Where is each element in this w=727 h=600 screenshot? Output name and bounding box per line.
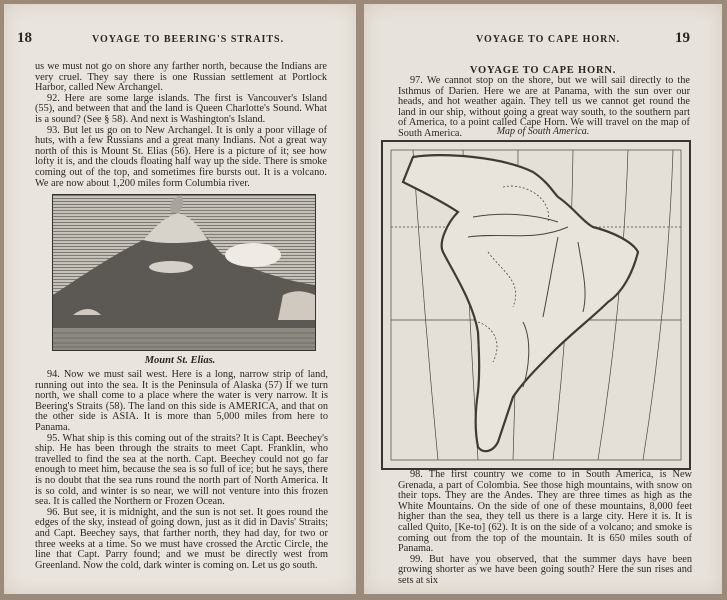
page-number: 19 <box>675 30 690 46</box>
south-america-map <box>381 140 691 470</box>
map-title: Map of South America. <box>496 126 590 137</box>
left-page <box>4 4 356 594</box>
paragraph-99: 99. But have you observed, that the summer days have been growing shorter as we have been going south? Here the sun rises and sets at six <box>398 553 692 586</box>
right-page <box>364 4 722 594</box>
paragraph-95: 95. What ship is this coming out of the straits? It is Capt. Beechey's ship. He has been through the straits to meet Capt. Franklin, who travelled to find the sea at the north. Capt. Beechey could not go far enough to meet him, because the sea is so full of ice; but he says, there is no doubt that the sea runs round the north part of North America. It is so cold, and winter is so near, we will not venture into this frozen sea. It is called the Northern or Frozen Ocean. <box>35 432 328 508</box>
paragraph: us we must not go on shore any farther north, because the Indians are very cruel. They say there is one Russian settlement at Portlock Harbor, called New Archangel. <box>35 61 327 94</box>
paragraph-94: 94. Now we must sail west. Here is a long, narrow strip of land, running out into the sea. It is the Peninsula of Alaska (57) If we turn north, we shall come to a place where the water is very narrow. It is Beering's Straits (58). The land on this side is AMERICA, and that on the other side is ASIA. It is more than 5,000 miles from here to Panama. <box>35 369 328 433</box>
page-number: 18 <box>17 30 32 46</box>
paragraph-98: 98. The first country we come to in South America, is New Grenada, a part of Colombia. See those high mountains, with snow on their tops. They are the Andes. They are three times as high as the White Mountains. On the side of one of these mountains, 8,000 feet higher than the sea, they tell us there is a large city. Here it is. It is called Quito, [Ke-to] (62). It is on the side of a volcano; and smoke is coming out from the top of the mountain. It is 650 miles south of Panama. <box>398 469 692 555</box>
paragraph-97: 97. We cannot stop on the shore, but we will sail directly to the Isthmus of Darien. Here we are at Panama, with the sun over our heads, and hot weather again. They tell us we cannot get round the land in our ship, without going a great way south, to the southern part of America, to a point called Cape Horn. We will travel on the map of South America. <box>398 75 690 139</box>
running-head: VOYAGE TO BEERING'S STRAITS. <box>92 34 285 45</box>
paragraph-96: 96. But see, it is midnight, and the sun is not set. It goes round the edges of the sky, instead of going down, just as it did in Davis' Straits; and Capt. Beechey says, that farther north, they had day, for two or three weeks at a time. So we must have crossed the Arctic Circle, the line that Capt. Parry found; and we must be directly west from Greenland. Now the cold, dark winter is coming on. Let us go south. <box>35 506 328 571</box>
text-block-top <box>35 62 327 189</box>
figure-caption: Mount St. Elias. <box>144 355 216 366</box>
mount-st-elias-engraving <box>52 194 316 351</box>
map-illustration <box>383 142 689 468</box>
running-head: VOYAGE TO CAPE HORN. <box>476 34 621 45</box>
volcano-illustration <box>53 195 315 350</box>
text-block-bottom <box>398 470 692 587</box>
paragraph-93: 93. But let us go on to New Archangel. It is only a poor village of huts, with a few Russians and a great many Indians. Not a great way north of this is Mount St. Elias (56). Here is a picture of it; see how lofty it is, and the clouds floating half way up the side. There is smoke coming out of the top, and sometimes fire bursts out. It is a volcano. We are now about 1,200 miles form Columbia river. <box>35 124 327 189</box>
paragraph-92: 92. Here are some large islands. The first is Vancouver's Island (55), and between that and the land is Queen Charlotte's Sound. What is a sound? (See § 58). And next is Washington's Island. <box>35 92 327 125</box>
text-block-bottom <box>35 370 328 571</box>
section-heading: VOYAGE TO CAPE HORN. <box>469 65 617 76</box>
